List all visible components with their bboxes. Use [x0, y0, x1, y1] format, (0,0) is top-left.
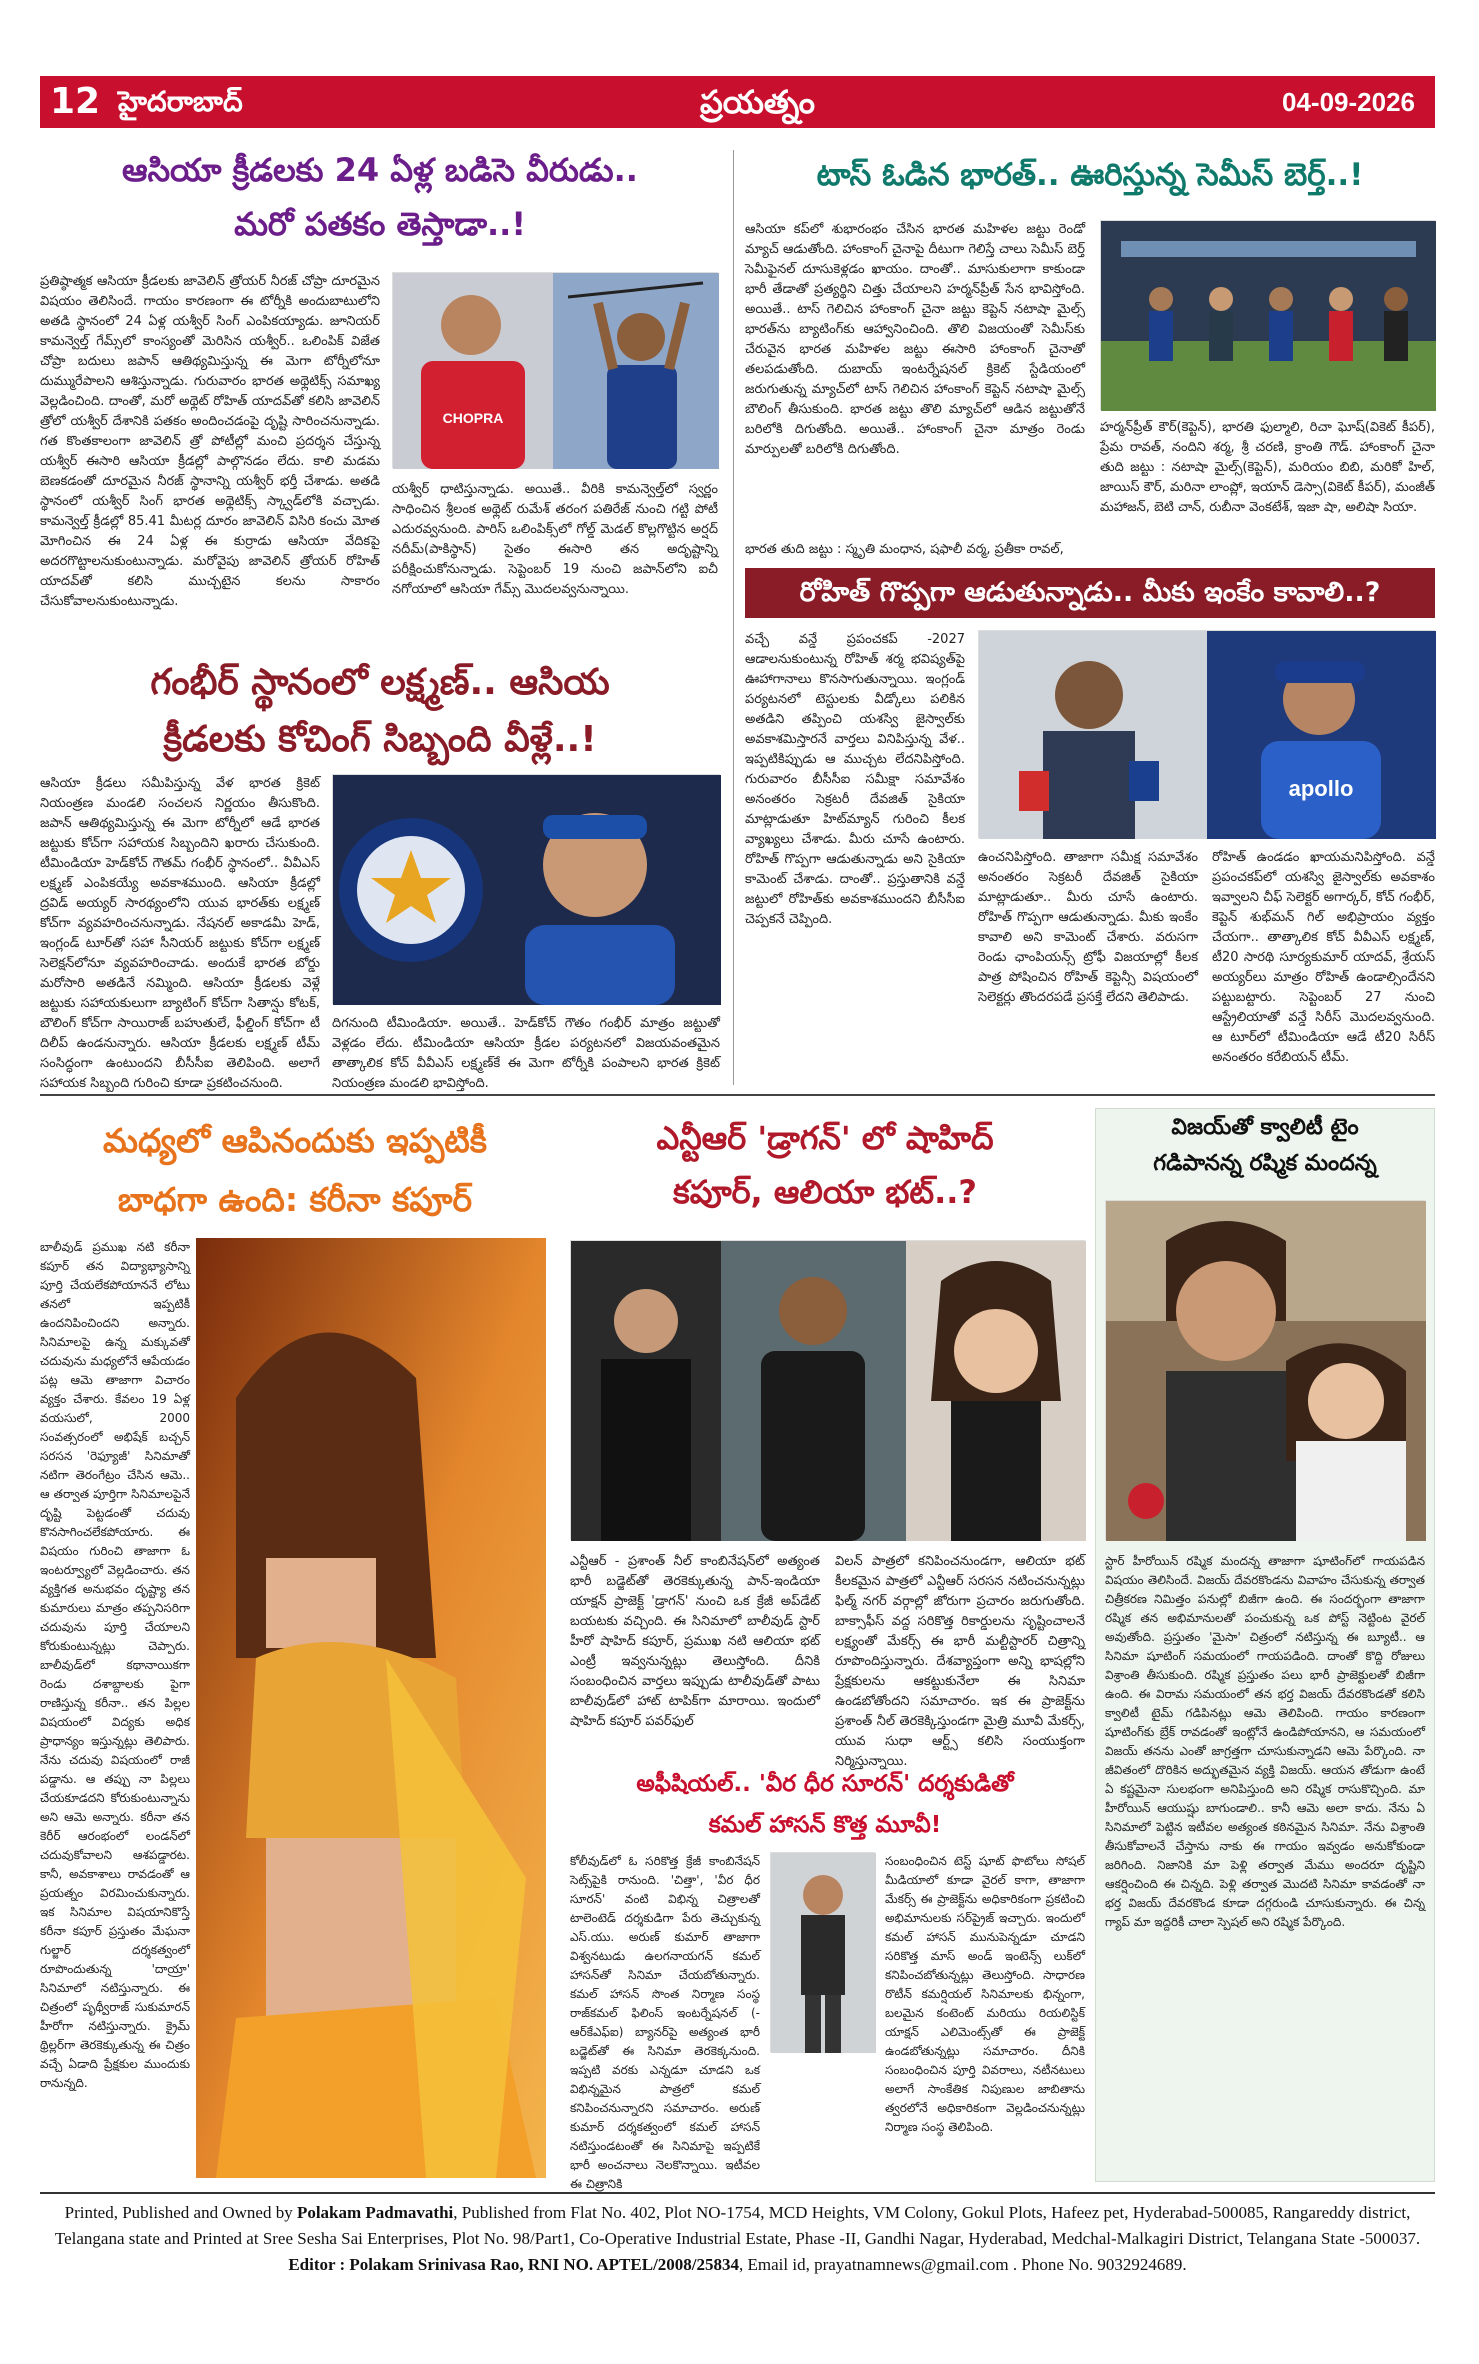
article7-headline	[565, 1770, 1085, 1840]
article8-photo	[1105, 1200, 1425, 1540]
article6-body-left: ఎన్టీఆర్ - ప్రశాంత్ నీల్ కాంబినేషన్‌లో అత్యంత భారీ బడ్జెట్‌తో తెరకెక్కుతున్న పాన్-ఇండియా యాక్షన్ ప్రాజెక్ట్ 'డ్రాగన్' నుంచి ఒక క్రేజీ అప్‌డేట్ బయటకు వచ్చింది. ఈ సినిమాలో బాలీవుడ్ స్టార్ హీరో షాహిద్ కపూర్, ప్రముఖ నటి ఆలియా భట్ ఎంట్రీ ఇవ్వనున్నట్లు తెలుస్తోంది. దీనికి సంబంధించిన వార్తలు ఇప్పుడు టాలీవుడ్‌తో పాటు బాలీవుడ్‌లో హాట్ టాపిక్‌గా మారాయి. ఇందులో షాహిద్ కపూర్ పవర్‌ఫుల్	[570, 1554, 820, 1729]
imprint-owner: Polakam Padmavathi	[296, 2203, 454, 2222]
article6-headline-line1: ఎన్టీఆర్ 'డ్రాగన్' లో షాహిద్	[656, 1119, 994, 1157]
masthead	[40, 76, 1435, 128]
article7-headline-line2: కమల్ హాసన్ కొత్త మూవీ!	[708, 1811, 942, 1838]
article5-photo	[196, 1238, 546, 2178]
article7-photo	[770, 1852, 875, 2052]
article3-headline	[40, 660, 720, 762]
couple-photo	[1106, 1201, 1426, 1541]
article4-body-col3: రోహిత్ ఉండడం ఖాయమనిపిస్తోంది. వన్డే ప్రపంచకప్‌లో యశస్వి జైస్వాల్‌కు అవకాశం ఇవ్వాలని చీఫ్ సెలెక్టర్ అగార్కర్, కోచ్ గంభీర్, కెప్టెన్ శుభ్‌మన్ గిల్ అభిప్రాయం వ్యక్తం చేయగా.. తాత్కాలిక కోచ్ వీవీఎస్ లక్ష్మణ్, టీ20 సారథి సూర్యకుమార్ యాదవ్, శ్రేయస్ అయ్యర్‌లు మాత్రం రోహిత్ ఉండాల్సిందేనని పట్టుబట్టారు. సెప్టెంబర్ 27 నుంచి ఆస్ట్రేలియాతో వన్డే సిరీస్ మొదలవ్వనుంది. ఆ టూర్‌లో టీమిండియా ఆడే టీ20 సిరీస్ అనంతరం కరేబియన్ టీమ్.	[1212, 850, 1435, 1065]
article1-body-right: యశ్వీర్ ధాటిస్తున్నాడు. అయితే.. వీరికి కామన్వెల్త్‌లో స్వర్ణం సాధించిన శ్రీలంక అథ్లెట్ రుమేశ్ తరంగ పతిరేజ్ నుంచి గట్టి పోటీ ఎదురవ్వనుంది. పారిస్ ఒలింపిక్స్‌లో గోల్డ్ మెడల్ కొల్లగొట్టిన అర్షద్ నదీమ్(పాకిస్థాన్) సైతం ఈసారి తన అదృష్టాన్ని పరీక్షించుకోనున్నాడు. సెప్టెంబర్ 19 నుంచి జపాన్‌లోని ఐచీ నగోయాలో ఆసియా గేమ్స్ మొదలవ్వనున్నాయి.	[392, 482, 718, 597]
article6-body-right: విలన్ పాత్రలో కనిపించనుండగా, ఆలియా భట్ కీలకమైన పాత్రలో ఎన్టీఆర్ సరసన నటించనున్నట్లు ఫిల్మ్ నగర్ వర్గాల్లో జోరుగా ప్రచారం జరుగుతోంది. బాక్సాఫీస్ వద్ద సరికొత్త రికార్డులను సృష్టించాలనే లక్ష్యంతో మేకర్స్ ఈ భారీ మల్టీస్టారర్ చిత్రాన్ని రూపొందిస్తున్నారు. దేశవ్యాప్తంగా అన్ని భాషల్లోని ప్రేక్షకులను ఆకట్టుకునేలా ఈ సినిమా ఉండబోతోందని సమాచారం. ఇక ఈ ప్రాజెక్ట్‌ను ప్రశాంత్ నీల్ తెరకెక్కిస్తుండగా మైత్రి మూవీ మేకర్స్, యువ సుధా ఆర్ట్స్ కలిసి సంయుక్తంగా నిర్మిస్తున్నాయి.	[835, 1554, 1085, 1769]
kamal-photo	[771, 1853, 876, 2053]
section-divider	[40, 1094, 1435, 1096]
svg-text:apollo: apollo	[1288, 776, 1354, 801]
article8-headline-line1: విజయ్‌తో క్వాలిటీ టైం	[1171, 1115, 1359, 1140]
imprint-address: , Published from Flat No. 402, Plot NO-1754, MCD Heights, VM Colony, Gokul Plots, Hafeez pet, Hyderabad-500085, Rangareddy district, Telangana state and Printed at Sree Sesha Sai Enterprises, Plot No. 98/Part1, Co-Operative Industrial Estate, Phase -II, Gandhi Nagar, Hyderabad, Medchal-Malkagiri District, Telangana State -500037.	[54, 2203, 1421, 2248]
article2-caption: హర్మన్‌ప్రీత్ కౌర్(కెప్టెన్), భారతి ఫుల్మాలి, రిచా ఘోష్(వికెట్ కీపర్), ప్రేమ రావత్, నందిని శర్మ, శ్రీ చరణి, క్రాంతి గౌడ్. హాంకాంగ్ చైనా తుది జట్టు : నటాషా మైల్స్(కెప్టెన్), మరియం బిబి, మరికో హిల్, జాయిస్ కౌర్, మరినా లాంప్లో, ఇయాన్ డెస్సా(వికెట్ కీపర్), మంజీత్ మహాజన్, బెటి చాన్, రుబీనా వెంకటేశ్, ఇజా షా, అలిషా సియా.	[1100, 420, 1435, 515]
article1-headline	[40, 150, 720, 244]
rohit-press-photo	[979, 631, 1436, 839]
article1-headline-line1: ఆసియా క్రీడలకు 24 ఏళ్ల బడిసె వీరుడు..	[122, 151, 638, 189]
imprint-editor: Editor : Polakam Srinivasa Rao,	[288, 2255, 524, 2274]
article6-photo	[570, 1240, 1085, 1540]
article7-body-right: సంబంధించిన టెస్ట్ షూట్ ఫొటోలు సోషల్ మీడియాలో కూడా వైరల్ కాగా, తాజాగా మేకర్స్ ఈ ప్రాజెక్ట్‌ను అధికారికంగా ప్రకటించి అభిమానులకు సర్‌ప్రైజ్ ఇచ్చారు. ఇందులో కమల్ హాసన్ మునుపెన్నడూ చూడని సరికొత్త మాస్ అండ్ ఇంటెన్స్ లుక్‌లో కనిపించబోతున్నట్లు తెలుస్తోంది. సాధారణ రొటీన్ కమర్షియల్ సినిమాలకు భిన్నంగా, బలమైన కంటెంట్ మరియు రియలిస్టిక్ యాక్షన్ ఎలిమెంట్స్‌తో ఈ ప్రాజెక్ట్ ఉండబోతున్నట్లు సమాచారం. దీనికి సంబంధించిన పూర్తి వివరాలు, నటీనటులు అలాగే సాంకేతిక నిపుణుల జాబితాను త్వరలోనే అధికారికంగా వెల్లడించనున్నట్లు నిర్మాణ సంస్థ తెలిపింది.	[885, 1854, 1085, 2134]
paper-logo: ప్రయత్నం	[700, 83, 815, 121]
article7-body-left: కోలీవుడ్‌లో ఓ సరికొత్త క్రేజీ కాంబినేషన్ సెట్స్‌పైకి రానుంది. 'చిత్తా', 'వీర ధీర సూరన్' వంటి విభిన్న చిత్రాలతో టాలెంటెడ్ దర్శకుడిగా పేరు తెచ్చుకున్న ఎస్.యు. అరుణ్ కుమార్ తాజాగా విశ్వనటుడు ఉలగనాయగన్ కమల్ హాసన్‌తో సినిమా చేయబోతున్నారు. కమల్ హాసన్ సొంత నిర్మాణ సంస్థ రాజ్‌కమల్ ఫిలింస్ ఇంటర్నేషనల్ (-ఆర్‌కేఎఫ్‌ఐ) బ్యానర్‌పై అత్యంత భారీ బడ్జెట్‌తో ఈ సినిమా తెరకెక్కనుంది. ఇప్పటి వరకు ఎన్నడూ చూడని ఒక విభిన్నమైన పాత్రలో కమల్ కనిపించనున్నారని సమాచారం. అరుణ్ కుమార్ దర్శకత్వంలో కమల్ హాసన్ నటిస్తుండటంతో ఈ సినిమాపై ఇప్పటికే భారీ అంచనాలు నెలకొన్నాయి. ఇటీవల ఈ చిత్రానికి	[570, 1854, 760, 2191]
actors-collage-photo	[571, 1241, 1086, 1541]
article6-headline-line2: కపూర్, ఆలియా భట్..?	[672, 1173, 977, 1211]
issue-date: 04-09-2026	[1282, 87, 1415, 117]
page-number: 12	[50, 81, 101, 122]
javelin-athletes-photo	[393, 273, 719, 469]
imprint-contact: , Email id, prayatnamnews@gmail.com . Phone No. 9032924689.	[739, 2255, 1187, 2274]
imprint-footer	[40, 2192, 1435, 2322]
article8-headline	[1100, 1114, 1430, 1177]
article1-headline-line2: మరో పతకం తెస్తాడా..!	[234, 205, 526, 243]
article1-photo	[392, 272, 718, 468]
article5-headline-line2: బాధగా ఉంది: కరీనా కపూర్	[117, 1180, 473, 1220]
article4-body-col2: ఉంచనిపిస్తోంది. తాజాగా సమీక్ష సమావేశం అనంతరం సెక్రటరీ దేవజిత్ సైకియా మాట్లాడుతూ.. మీరు చూసే ఉంటారు. రోహిత్ గొప్పగా ఆడుతున్నాడు. మీకు ఇంకేం కావాలి అని కామెంట్ చేశారు. వరుసగా రెండు ఛాంపియన్స్ ట్రోఫీ విజయాల్లో కీలక పాత్ర పోషించిన రోహిత్ కెప్టెన్సీ విషయంలో సెలెక్టర్లు తొందరపడే ప్రసక్తే లేదని తెలిపాడు.	[978, 850, 1198, 1005]
article1-body-left: ప్రతిష్ఠాత్మక ఆసియా క్రీడలకు జావెలిన్ త్రోయర్ నీరజ్ చోప్రా దూరమైన విషయం తెలిసిందే. గాయం కారణంగా ఈ టోర్నీకి అందుబాటులోని అతడి స్థానంలో 24 ఏళ్ల యశ్వీర్ సింగ్ ఎంపికయ్యాడు. జూనియర్ కామన్వెల్త్ గేమ్స్‌లో కాంస్యంతో మెరిసిన యశ్వీర్.. ఒలింపిక్ విజేత చోప్రా బదులు జపాన్ ఆతిథ్యమిస్తున్న ఈ మెగా టోర్నీలోనూ దుమ్మురేపాలని ఆశిస్తున్నాడు. గురువారం భారత అథ్లెటిక్స్ సమాఖ్య వెల్లడించింది. దాంతో, మరో అథ్లెట్ రోహిత్ యాదవ్‌తో కలిసి జావెలిన్ త్రోలో యశ్వీర్ దేశానికి పతకం అందించడంపై దృష్టి సారించనున్నాడు. గత కొంతకాలంగా జావెలిన్ త్రో పోటీల్లో మంచి ప్రదర్శన చేస్తున్న యశ్వీర్ ఈసారి ఆసియా క్రీడల్లో పాల్గొనడం లేదు. కాలి మడమ బెణకడంతో దూరమైన నీరజ్ స్థానాన్ని యశ్వీర్ భర్తీ చేశాడు. అతడి స్థానంలో యశ్వీర్ సింగ్ భారత అథ్లెటిక్స్ స్క్వాడ్‌లోకి వచ్చాడు. కామన్వెల్త్ క్రీడల్లో 85.41 మీటర్ల దూరం జావెలిన్ విసిరి కంచు మోత మోగించిన ఈ 24 ఏళ్ల ఈ కుర్రాడు ఆసియా వేదికపై అదరగొట్టాలనుకుంటున్నాడు. మరోవైపు జావెలిన్ త్రోయర్ రోహిత్ యాదవ్‌తో కలిసి ముచ్చటైన కలను సాకారం చేసుకోవాలనుకుంటున్నాడు.	[40, 274, 380, 609]
article7-headline-line1: అఫీషియల్.. 'వీర ధీర సూరన్' దర్శకుడితో	[636, 1771, 1014, 1797]
imprint-text	[40, 2194, 1435, 2278]
toss-ceremony-photo	[1101, 221, 1436, 411]
article3-headline-line1: గంభీర్ స్థానంలో లక్ష్మణ్.. ఆసియ	[150, 662, 610, 703]
article8-body: స్టార్ హీరోయిన్ రష్మిక మందన్న తాజాగా షూటింగ్‌లో గాయపడిన విషయం తెలిసిందే. విజయ్ దేవరకొండను వివాహం చేసుకున్న తర్వాత చిత్రీకరణ నిమిత్తం పనుల్లో బిజీగా ఉంది. ఈ సందర్భంగా తాజాగా రష్మిక తన అభిమానులతో పంచుకున్న ఒక పోస్ట్ నెట్టింట వైరల్ అవుతోంది. ప్రస్తుతం 'మైసా' చిత్రంలో నటిస్తున్న ఈ బ్యూటీ.. ఆ సినిమా షూటింగ్ సమయంలో గాయపడింది. దాంతో కొద్ది రోజులు విశ్రాంతి తీసుకుంది. రష్మిక ప్రస్తుతం పలు భారీ ప్రాజెక్టులతో బిజీగా ఉంది. ఈ విరామ సమయంలో తన భర్త విజయ్ దేవరకొండతో కలిసి క్వాలిటీ టైమ్ గడిపినట్లు ఆమె తెలిపింది. గాయం కారణంగా షూటింగ్‌కు బ్రేక్ రావడంతో ఇంట్లోనే ఉండిపోయానని, ఆ సమయంలో విజయ్ తనను ఎంతో జాగ్రత్తగా చూసుకున్నాడని ఆమె పేర్కొంది. నా జీవితంలో దొరికిన అద్భుతమైన వ్యక్తి విజయ్. ఆయన తోడుగా ఉంటే ఏ కష్టమైనా సులభంగా అనిపిస్తుంది అని రష్మిక రాసుకొచ్చింది. మా హీరోయిన్ ఆయుష్షు బాగుండాలి.. కానీ ఆమె అలా కాదు. నేను ఏ సినిమాలో పెట్టిన ఇటీవల అత్యంత కఠినమైన సినిమా. నేను విశ్రాంతి తీసుకోవాలనే చేస్తాను నాకు ఈ గాయం ఇవ్వడం అనుకోకుండా జరిగింది. నిజానికి మా పెళ్లి తర్వాత మేము అందరూ దృష్టిని ఆకర్షించింది ఈ చిన్నది. పెళ్లి తర్వాత మొదటి సినిమా కావడంతో నా భర్త విజయ్ దేవరకొండ కూడా దగ్గరుండి చూసుకున్నారు. ఈ చిన్న గ్యాప్ మా ఇద్దరికీ చాలా స్పెషల్ అని రష్మిక పేర్కొంది.	[1105, 1554, 1425, 1929]
article8-headline-line2: గడిపానన్న రష్మిక మందన్న	[1153, 1150, 1377, 1176]
coach-photo	[333, 775, 721, 1005]
article2-photo	[1100, 220, 1435, 410]
article4-body-col1: వచ్చే వన్డే ప్రపంచకప్ -2027 ఆడాలనుకుంటున్న రోహిత్ శర్మ భవిష్యత్‌పై ఊహాగానాలు కొనసాగుతున్నాయి. ఇంగ్లండ్ పర్యటనలో టెస్టులకు వీడ్కోలు పలికిన అతడిని తప్పించి యశస్వి జైస్వాల్‌కు అవకాశమిస్తారనే వార్తలు వినిపిస్తున్న వేళ.. ఇప్పటికిప్పుడు ఆ ముచ్చట లేదనిపిస్తోంది. గురువారం బీసీసీఐ సమీక్షా సమావేశం అనంతరం సెక్రటరీ దేవజిత్ సైకియా మాట్లాడుతూ హిట్‌మ్యాన్ గురించి కీలక వ్యాఖ్యలు చేశాడు. మీరు చూసే ఉంటారు. రోహిత్ గొప్పగా ఆడుతున్నాడు అని సైకియా కామెంట్ చేశాడు. దాంతో.. ప్రస్తుతానికి వన్డే జట్టులో రోహిత్‌కు అవకాశముందని బీసీసీఐ చెప్పకనే చెప్పింది.	[745, 632, 965, 927]
article4-photo	[978, 630, 1435, 838]
column-divider	[733, 150, 734, 1085]
city-label: హైదరాబాద్	[118, 85, 243, 118]
article3-headline-line2: క్రీడలకు కోచింగ్ సిబ్బంది వీళ్లే..!	[163, 719, 597, 760]
article5-body: బాలీవుడ్ ప్రముఖ నటి కరీనా కపూర్ తన విద్యాభ్యాసాన్ని పూర్తి చేయలేకపోయాననే లోటు తనలో ఇప్పటికీ ఉందనిపించిందని అన్నారు. సినిమాలపై ఉన్న మక్కువతో చదువును మధ్యలోనే ఆపేయడం పట్ల ఆమె తాజాగా విచారం వ్యక్తం చేశారు. కేవలం 19 ఏళ్ల వయసులో, 2000 సంవత్సరంలో అభిషేక్ బచ్చన్ సరసన 'రెఫ్యూజీ' సినిమాతో నటిగా తెరంగేట్రం చేసిన ఆమె.. ఆ తర్వాత పూర్తిగా సినిమాలపైనే దృష్టి పెట్టడంతో చదువు కొనసాగించలేకపోయారు. ఈ విషయం గురించి తాజాగా ఓ ఇంటర్వ్యూలో వెల్లడించారు. తన వ్యక్తిగత అనుభవం దృష్ట్యా తన కుమారులు మాత్రం తప్పనిసరిగా చదువును పూర్తి చేయాలని కోరుకుంటున్నట్లు చెప్పారు. బాలీవుడ్‌లో కథానాయికగా రెండు దశాబ్దాలకు పైగా రాణిస్తున్న కరీనా.. తన పిల్లల విషయంలో విద్యకు అధిక ప్రాధాన్యం ఇస్తున్నట్లు తెలిపారు. నేను చదువు విషయంలో రాజీ పడ్డాను. ఆ తప్పు నా పిల్లలు చేయకూడదని కోరుకుంటున్నాను అని ఆమె అన్నారు. కరీనా తన కెరీర్ ఆరంభంలో లండన్‌లో చదువుకోవాలని ఆశపడ్డారట. కానీ, అవకాశాలు రావడంతో ఆ ప్రయత్నం విరమించుకున్నారు. ఇక సినిమాల విషయానికొస్తే కరీనా కపూర్ ప్రస్తుతం మేఘనా గుల్జార్ దర్శకత్వంలో రూపొందుతున్న 'దాయ్రా' సినిమాలో నటిస్తున్నారు. ఈ చిత్రంలో పృథ్వీరాజ్ సుకుమారన్ హీరోగా నటిస్తున్నారు. క్రైమ్ థ్రిల్లర్‌గా తెరకెక్కుతున్న ఈ చిత్రం వచ్చే ఏడాది ప్రేక్షకుల ముందుకు రానున్నది.	[40, 1240, 190, 2090]
imprint-printed-by: Printed, Published and Owned by	[64, 2203, 297, 2222]
article3-body-right: దిగనుంది టీమిండియా. అయితే.. హెడ్‌కోచ్ గౌతం గంభీర్ మాత్రం జట్టుతో వెళ్లడం లేదు. టీమిండియా ఆసియా క్రీడల పర్యటనలో విజయవంతమైన తాత్కాలిక కోచ్ వీవీఎస్ లక్ష్మణ్‌కే ఈ మెగా టోర్నీకి పంపాలని భారత క్రికెట్ నియంత్రణ మండలి భావిస్తోంది.	[332, 1016, 720, 1091]
article3-body-left: ఆసియా క్రీడలు సమీపిస్తున్న వేళ భారత క్రికెట్ నియంత్రణ మండలి సంచలన నిర్ణయం తీసుకొంది. జపాన్ ఆతిథ్యమిస్తున్న ఈ మెగా టోర్నీలో ఆడే భారత జట్టుకు కోచ్‌గా సహాయక సిబ్బందిని ఖరారు చేసుకుంది. టీమిండియా హెడ్‌కోచ్ గౌతమ్ గంభీర్ స్థానంలో.. వీవీఎస్ లక్ష్మణ్ ఎంపికయ్యే అవకాశముంది. ఆసియా క్రీడల్లో ద్రవిడ్ అయ్యర్ సారథ్యంలోని యువ భారత్‌కు లక్ష్మణ్ కోచ్‌గా వ్యవహరించనున్నాడు. నేషనల్ అకాడమీ హెడ్, ఇంగ్లండ్ టూర్‌తో సహా సీనియర్ జట్టుకు కోచ్‌గా లక్ష్మణ్ సెలెక్షన్‌లోనూ వ్యవహరించాడు. అందుకే భారత బోర్డు మరోసారి అతడినే నమ్మింది. ఆసియా క్రీడలకు వెళ్లే జట్టుకు సహాయకులుగా బ్యాటింగ్ కోచ్‌గా సితాన్షు కోటక్, బౌలింగ్ కోచ్‌గా సాయిరాజ్ బహుతులే, ఫీల్డింగ్ కోచ్‌గా టీ దిలీప్ ఉండనున్నారు. ఆసియా క్రీడలకు లక్ష్మణ్ టీమ్ సంసిద్ధంగా ఉంటుందని బీసీసీఐ తెలిపింది. అలాగే సహాయక సిబ్బంది గురించి కూడా ప్రకటించనుంది.	[40, 776, 320, 1091]
article5-headline-line1: మధ్యలో ఆపినందుకు ఇప్పటికీ	[103, 1121, 487, 1160]
actress-photo	[196, 1238, 546, 2178]
article6-headline	[565, 1118, 1085, 1212]
article3-photo	[332, 774, 720, 1004]
imprint-rni: RNI NO. APTEL/2008/25834	[523, 2255, 740, 2274]
article5-headline	[40, 1120, 550, 1221]
article4-headline: రోహిత్ గొప్పగా ఆడుతున్నాడు.. మీకు ఇంకేం కావాలి..?	[745, 568, 1435, 618]
article2-headline: టాస్ ఓడిన భారత్.. ఊరిస్తున్న సెమీస్ బెర్త్..!	[816, 157, 1364, 193]
article2-body: ఆసియా కప్‌లో శుభారంభం చేసిన భారత మహిళల జట్టు రెండో మ్యాచ్ ఆడుతోంది. హాంకాంగ్ చైనాపై దీటుగా గెలిస్తే చాలు సెమీస్ బెర్త్ సెమీఫైనల్ దూసుకెళ్లడం ఖాయం. దాంతో.. మాసుకులాగా కాకుండా భారీ తేడాతో ప్రత్యర్థిని చిత్తు చేయాలని హర్మన్‌ప్రీత్ సేన భావిస్తోంది. అయితే.. టాస్ గెలిచిన హాంకాంగ్ చైనా జట్టు కెప్టెన్ నటాషా మైల్స్ భారత్‌ను బ్యాటింగ్‌కు ఆహ్వానించింది. తొలి విజయంతో సెమీస్‌కు చేరువైన భారత మహిళల జట్టు ఈసారి హాంకాంగ్ చైనాతో తలపడుతోంది. దుబాయ్ ఇంటర్నేషనల్ క్రికెట్ స్టేడియంలో జరుగుతున్న మ్యాచ్‌లో టాస్ గెలిచిన హాంకాంగ్ కెప్టెన్ నటాషా మైల్స్ బౌలింగ్ తీసుకుంది. భారత జట్టు తొలి మ్యాచ్‌లో ఆడిన జట్టుతోనే బరిలోకి దిగుతోంది. అయితే.. హాంకాంగ్ చైనా మాత్రం రెండు మార్పులతో బరిలోకి దిగుతోంది.	[745, 222, 1085, 457]
article2-squad: భారత తుది జట్టు : స్మృతి మంధాన, షఫాలీ వర్మ, ప్రతీకా రావల్,	[745, 542, 1064, 557]
svg-text:CHOPRA: CHOPRA	[442, 410, 504, 426]
